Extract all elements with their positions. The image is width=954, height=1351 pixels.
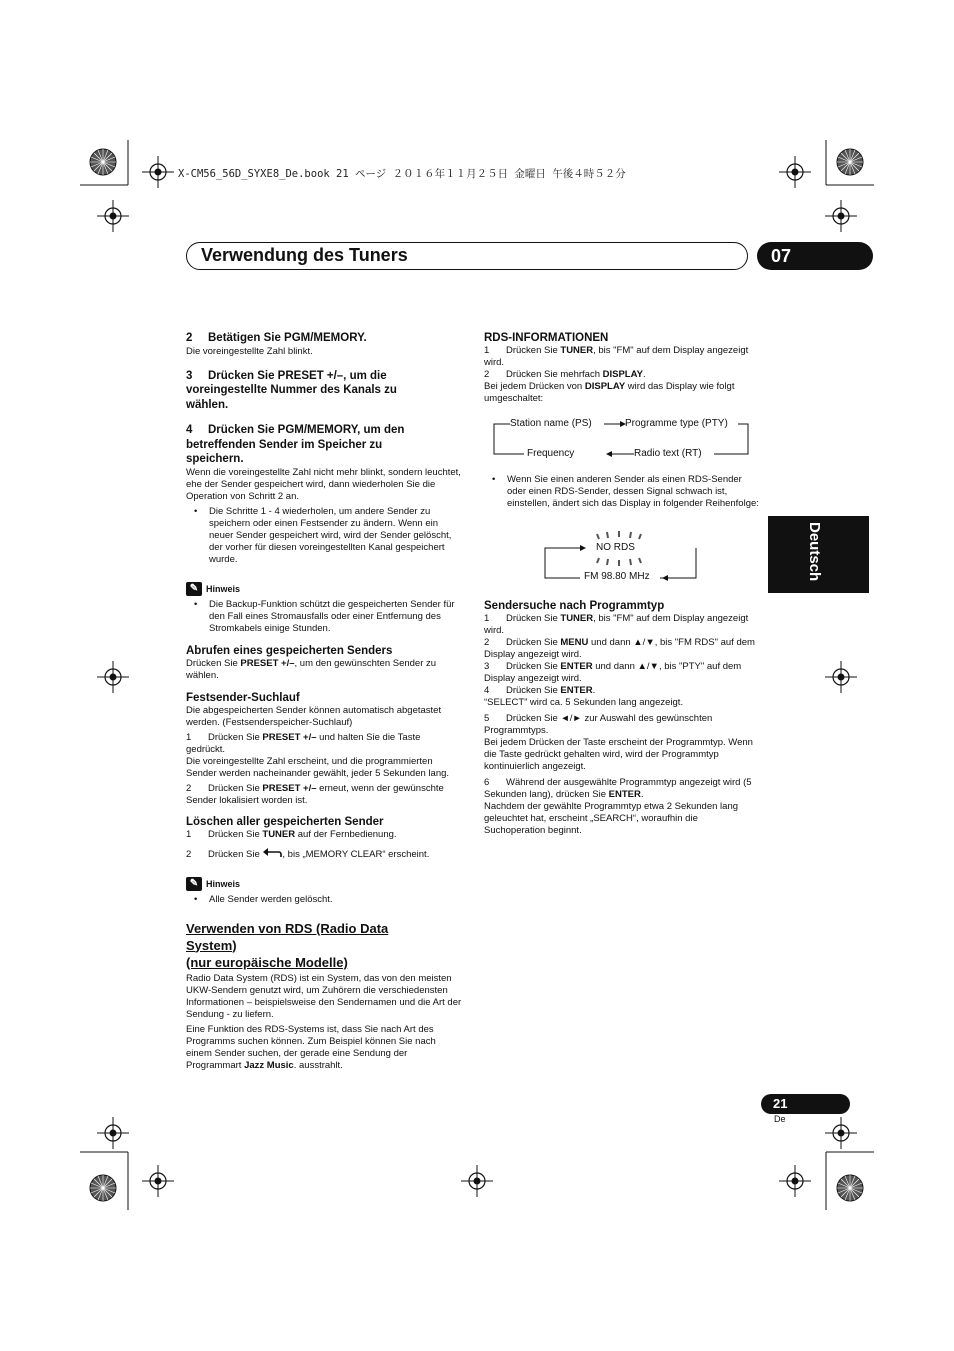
scan-step-2: 2 Drücken Sie PRESET +/– erneut, wenn der gewünschte Sender lokalisiert worden ist. bbox=[186, 782, 444, 806]
step-4-bullet: • Die Schritte 1 - 4 wiederholen, um andere Sender zu speichern oder einen Festsender zu ändern. Wenn ein neuer Sender gespeichert wird, wird der Sender gelöscht, der vorher für diesen voreingestellten Kanal gespeichert wurde. bbox=[186, 506, 462, 566]
no-rds-bullet: • Wenn Sie einen anderen Sender als einen RDS-Sender oder einen RDS-Sender, dessen Signal schwach ist, einstellen, ändert sich das Display in folgender Reihenfolge: bbox=[484, 474, 760, 510]
rds-info-heading: RDS-INFORMATIONEN bbox=[484, 332, 609, 344]
recall-text: Drücken Sie PRESET +/–, um den gewünschten Sender zu wählen. bbox=[186, 657, 437, 681]
rds-info-after: Bei jedem Drücken von DISPLAY wird das Display wie folgt umgeschaltet: bbox=[484, 381, 735, 404]
step-3-heading: 3 Drücken Sie PRESET +/–, um die voreingestellte Nummer des Kanals zu wählen. bbox=[186, 369, 397, 411]
language-tab bbox=[768, 516, 869, 593]
cycle-frequency: Frequency bbox=[527, 448, 575, 459]
step-4-heading: 4 Drücken Sie PGM/MEMORY, um den betreffenden Sender im Speicher zu speichern. bbox=[186, 424, 405, 465]
pencil-note-icon: ✎ bbox=[186, 877, 202, 891]
no-rds-label: NO RDS bbox=[596, 542, 635, 553]
pty-step-3: 3 Drücken Sie ENTER und dann ▲/▼, bis "PTY" auf dem Display angezeigt wird. bbox=[484, 661, 742, 684]
page-language: De bbox=[774, 1114, 786, 1124]
no-rds-frequency: FM 98.80 MHz bbox=[584, 571, 650, 582]
page-title: Verwendung des Tuners bbox=[201, 245, 408, 265]
chapter-number: 07 bbox=[757, 242, 873, 270]
cycle-programme-type: Programme type (PTY) bbox=[625, 418, 728, 429]
note-2-label: ✎ Hinweis bbox=[186, 877, 462, 892]
rds-section-heading: Verwenden von RDS (Radio Data System) (nur europäische Modelle) bbox=[186, 920, 389, 970]
pty-step-5: 5 Drücken Sie ◄/► zur Auswahl des gewünschten Programmtyps. bbox=[484, 713, 713, 736]
book-file-line: X-CM56_56D_SYXE8_De.book 21 ページ ２０１６年１１月２５日 金曜日 午後４時５２分 bbox=[178, 168, 626, 180]
note-1-bullet: • Die Backup-Funktion schützt die gespeicherten Sender für den Fall eines Stromausfalls oder einer Entfernung des Stromkabels einige Stunden. bbox=[186, 599, 462, 635]
note-2-bullet: • Alle Sender werden gelöscht. bbox=[186, 894, 462, 906]
recall-heading: Abrufen eines gespeicherten Senders bbox=[186, 644, 393, 657]
pty-step-6-after: Nachdem der gewählte Programmtyp etwa 2 Sekunden lang geleuchtet hat, erscheint „SEARCH“, woraufhin die Suchoperation beginnt. bbox=[484, 801, 739, 836]
pty-step-5-after: Bei jedem Drücken der Taste erscheint der Programmtyp. Wenn die Taste gedrückt gehalten wird, wird der Programmtyp kontinuierlich angezeigt. bbox=[484, 737, 753, 772]
left-column bbox=[186, 331, 462, 1072]
clear-step-1: 1 Drücken Sie TUNER auf der Fernbedienung. bbox=[186, 828, 397, 840]
pty-heading: Sendersuche nach Programmtyp bbox=[484, 600, 665, 612]
pty-step-6: 6 Während der ausgewählte Programmtyp angezeigt wird (5 Sekunden lang), drücken Sie ENTER. bbox=[484, 777, 752, 800]
scan-intro: Die abgespeicherten Sender können automatisch abgetastet werden. (Festsenderspeicher-Suchlauf) bbox=[186, 704, 442, 728]
page-number: 21 bbox=[761, 1094, 850, 1114]
pencil-note-icon: ✎ bbox=[186, 582, 202, 596]
scan-step-1-after: Die voreingestellte Zahl erscheint, und die programmierten Sender werden nacheinander gewählt, jeder 5 Sekunden lang. bbox=[186, 755, 450, 779]
step-2-text: Die voreingestellte Zahl blinkt. bbox=[186, 345, 313, 357]
pty-step-2: 2 Drücken Sie MENU und dann ▲/▼, bis "FM RDS" auf dem Display angezeigt wird. bbox=[484, 637, 755, 660]
chapter-title-bar bbox=[186, 242, 748, 270]
right-column-bullet bbox=[484, 474, 760, 510]
cycle-station-name: Station name (PS) bbox=[510, 418, 592, 429]
pty-section bbox=[484, 599, 760, 837]
return-icon bbox=[262, 846, 282, 858]
scan-heading: Festsender-Suchlauf bbox=[186, 691, 300, 704]
step-4-text: Wenn die voreingestellte Zahl nicht mehr blinkt, sondern leuchtet, ehe der Sender gespeichert wird, dann wiederholen Sie die Operation von Schritt 2 an. bbox=[186, 466, 461, 502]
rds-paragraph-1: Radio Data System (RDS) ist ein System, das von den meisten UKW-Sendern genutzt wird, um Zuhörern die verschiedensten Informationen – beispielsweise den Sendernamen und die Art der Sendung - zu liefern. bbox=[186, 972, 462, 1020]
pty-step-1: 1 Drücken Sie TUNER, bis "FM" auf dem Display angezeigt wird. bbox=[484, 613, 749, 636]
up-down-arrow-icon: ▲/▼ bbox=[637, 661, 659, 672]
clear-step-2: 2 Drücken Sie , bis „MEMORY CLEAR“ erscheint. bbox=[186, 846, 462, 861]
rds-paragraph-2: Eine Funktion des RDS-Systems ist, dass Sie nach Art des Programms suchen können. Zum Beispiel können Sie nach einem Sender suchen, der gerade eine Sendung der Programmart Jazz Music. ausstrahlt. bbox=[186, 1023, 436, 1071]
up-down-arrow-icon: ▲/▼ bbox=[633, 637, 655, 648]
pty-step-4-after: “SELECT” wird ca. 5 Sekunden lang angezeigt. bbox=[484, 697, 684, 708]
right-column bbox=[484, 331, 760, 405]
language-tab-label: Deutsch bbox=[806, 522, 823, 582]
scan-step-1: 1 Drücken Sie PRESET +/– und halten Sie die Taste gedrückt. bbox=[186, 731, 421, 755]
note-1-label: ✎ Hinweis bbox=[186, 582, 462, 597]
rds-info-step-2: 2 Drücken Sie mehrfach DISPLAY. bbox=[484, 369, 646, 380]
clear-heading: Löschen aller gespeicherten Sender bbox=[186, 815, 384, 828]
step-2-heading: 2 Betätigen Sie PGM/MEMORY. bbox=[186, 332, 367, 344]
rds-info-step-1: 1 Drücken Sie TUNER, bis "FM" auf dem Display angezeigt wird. bbox=[484, 345, 749, 368]
left-right-arrow-icon: ◄/► bbox=[560, 713, 582, 724]
pty-step-4: 4 Drücken Sie ENTER. bbox=[484, 685, 596, 696]
cycle-radio-text: Radio text (RT) bbox=[634, 448, 702, 459]
